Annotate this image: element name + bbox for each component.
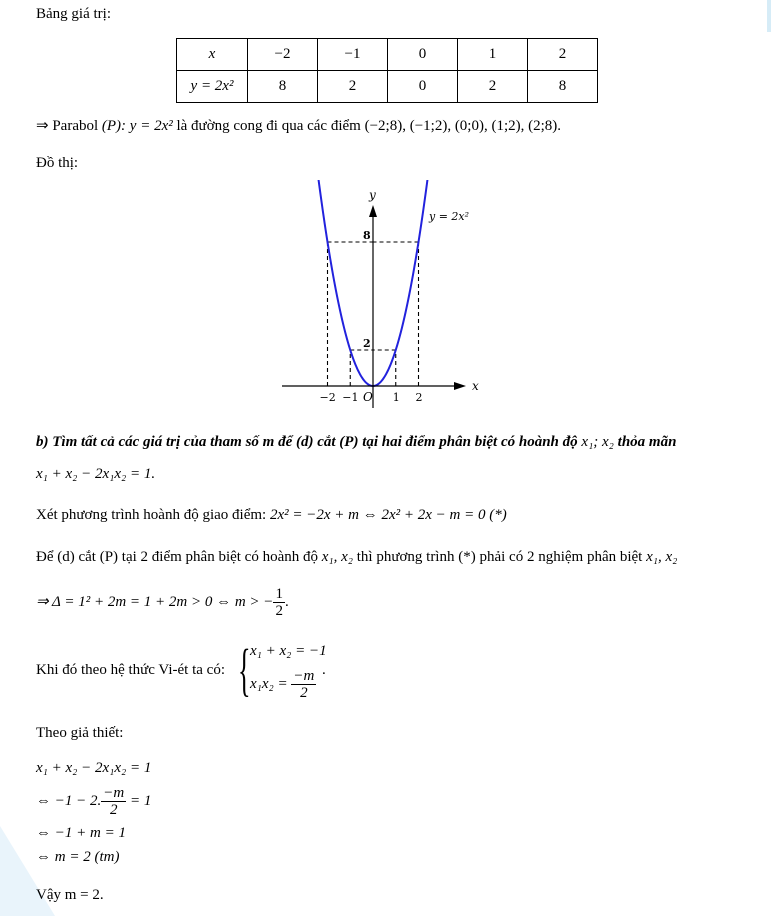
table-cell: 2 <box>458 71 528 103</box>
origin-label: O <box>363 390 373 404</box>
table-header-cell: 0 <box>388 39 458 71</box>
table-cell: 8 <box>528 71 598 103</box>
step2-left: ⇔ −1 − 2. <box>36 792 102 809</box>
table-header-cell: −2 <box>248 39 318 71</box>
line2-vars: x₁, x₂ <box>321 549 353 565</box>
y-axis-arrow-icon <box>369 205 377 217</box>
fraction-denominator: 2 <box>109 802 118 818</box>
step-1: x₁ + x₂ − 2x₁x₂ = 1 <box>36 760 152 776</box>
table-cell: 2 <box>318 71 388 103</box>
table-cell: 8 <box>248 71 318 103</box>
fraction-minus-m-over-2 <box>101 785 126 818</box>
table-header-cell: 2 <box>528 39 598 71</box>
intersection-equation <box>36 507 507 524</box>
table-row-label: y = 2x² <box>177 71 248 103</box>
fraction-numerator: −m <box>293 668 315 684</box>
x-tick-label: −1 <box>342 391 359 404</box>
step-4: ⇔ m = 2 (tm) <box>36 849 120 865</box>
step-3: ⇔ −1 + m = 1 <box>36 825 126 841</box>
conclusion: Vậy m = 2. <box>36 887 104 903</box>
vieta-text: Khi đó theo hệ thức Vi-ét ta có: <box>36 662 225 678</box>
table-row-x <box>177 39 598 71</box>
x-tick-label: 1 <box>392 391 400 404</box>
parabola-description: là đường cong đi qua các điểm <box>172 118 365 134</box>
parabola-prefix: ⇒ Parabol <box>36 118 102 134</box>
given-heading: Theo giả thiết: <box>36 725 124 741</box>
system-brace: { <box>238 637 251 702</box>
parabola-statement <box>36 116 561 135</box>
delta-end: . <box>284 593 289 610</box>
vieta-eq2-left: x₁x₂ = <box>250 675 292 692</box>
vieta-eq1: x₁ + x₂ = −1 <box>250 643 327 659</box>
question-end: thỏa mãn <box>613 434 677 450</box>
question-condition <box>36 466 155 483</box>
parabola-points: (−2;8), (−1;2), (0;0), (1;2), (2;8). <box>364 118 562 134</box>
heading-graph: Đồ thị: <box>36 155 79 171</box>
fraction-denominator: 2 <box>300 685 308 701</box>
fraction-minus-m-over-2 <box>291 668 316 701</box>
vieta-eq2 <box>250 668 316 701</box>
line1-math: 2x² = −2x + m ⇔ 2x² + 2x − m = 0 (*) <box>269 507 507 523</box>
condition-statement <box>36 549 677 566</box>
fraction-one-half <box>273 586 285 619</box>
step-2 <box>36 785 151 818</box>
line2-text-b: thì phương trình (*) phải có 2 nghiệm phân biệt <box>353 549 647 565</box>
table-row-y <box>177 71 598 103</box>
line1-text: Xét phương trình hoành độ giao điểm: <box>36 507 270 523</box>
fraction-denominator: 2 <box>275 603 283 619</box>
value-table <box>176 38 598 103</box>
parabola-graph <box>270 180 500 410</box>
line2-text-a: Để (d) cắt (P) tại 2 điểm phân biệt có hoành độ <box>36 549 322 565</box>
fraction-numerator: 1 <box>275 586 283 602</box>
vieta-end: . <box>322 662 326 678</box>
y-axis-label: y <box>369 188 376 202</box>
delta-math: ⇒ Δ = 1² + 2m = 1 + 2m > 0 ⇔ m > − <box>36 593 274 610</box>
table-header-cell: −1 <box>318 39 388 71</box>
parabola-equation: : y = 2x² <box>121 118 173 134</box>
line2-vars-b: x₁, x₂ <box>646 549 678 565</box>
x-axis-label: x <box>472 379 479 393</box>
decorative-strip-top-right <box>767 0 771 32</box>
x-tick-label: −2 <box>319 391 336 404</box>
x-axis-arrow-icon <box>454 382 466 390</box>
parabola-name: (P) <box>101 118 122 134</box>
y-tick-label: 2 <box>363 337 371 350</box>
question-text: b) Tìm tất cả các giá trị của tham số m để (d) cắt (P) tại hai điểm phân biệt có hoành độ <box>36 434 582 450</box>
y-tick-label: 8 <box>363 229 371 242</box>
heading-value-table: Bảng giá trị: <box>36 6 111 22</box>
delta-line <box>36 586 289 619</box>
question-vars: x₁; x₂ <box>581 434 614 450</box>
fraction-numerator: −m <box>103 785 125 801</box>
curve-label: y = 2x² <box>429 210 470 223</box>
table-header-cell: x <box>177 39 248 71</box>
table-header-cell: 1 <box>458 39 528 71</box>
step2-right: = 1 <box>126 792 152 809</box>
condition-math: x₁ + x₂ − 2x₁x₂ = 1. <box>36 466 156 482</box>
table-cell: 0 <box>388 71 458 103</box>
question-b <box>36 434 676 451</box>
x-tick-label: 2 <box>415 391 423 404</box>
